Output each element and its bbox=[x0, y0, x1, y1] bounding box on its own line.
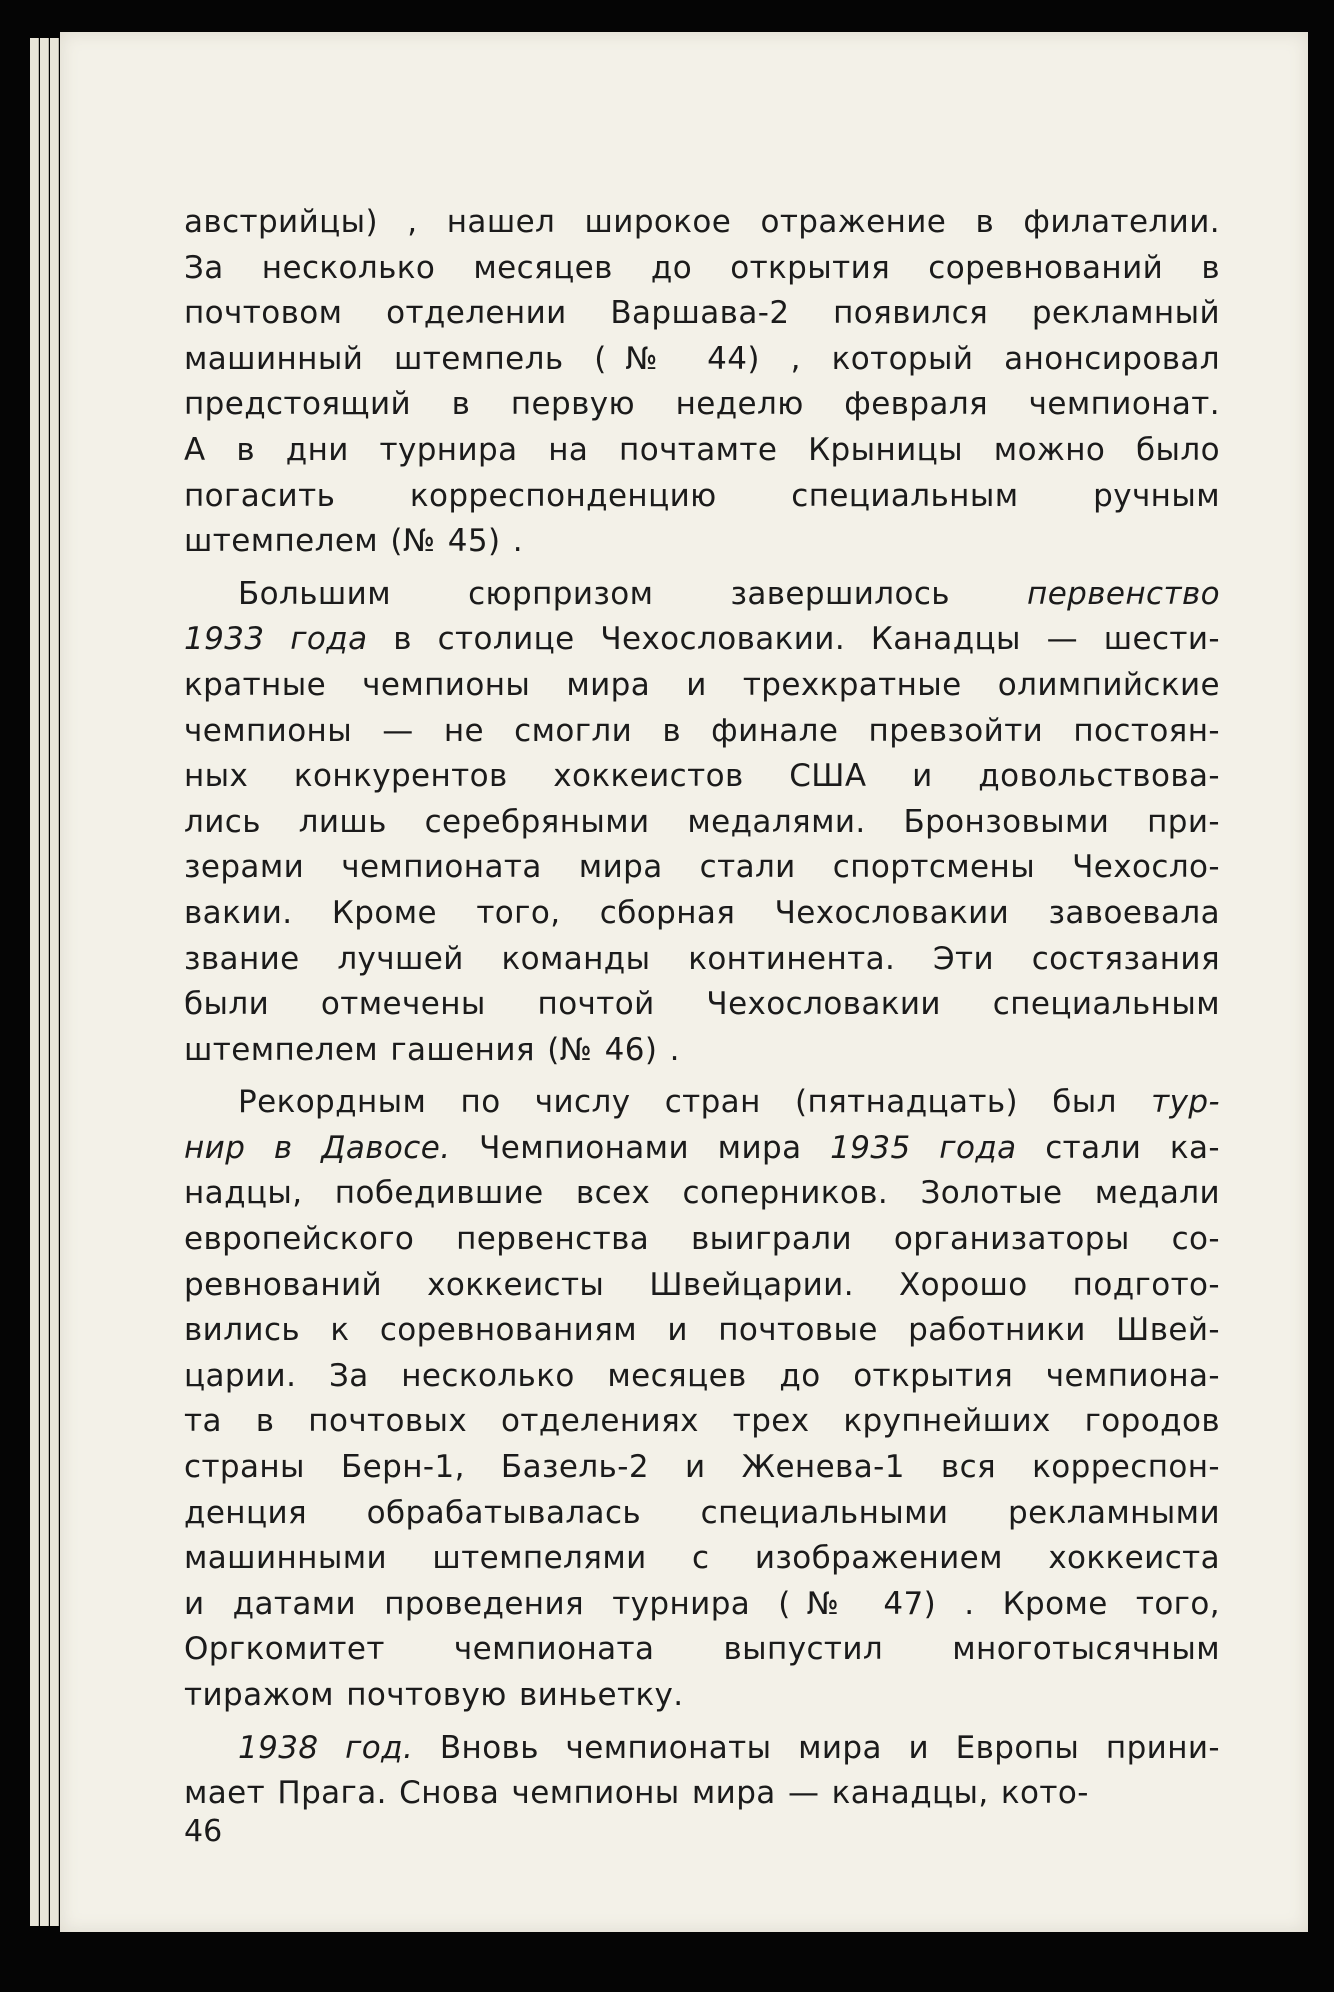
text-run: стали ка- bbox=[1016, 1129, 1220, 1166]
text-line: ных конкурентов хоккеистов США и довольствова- bbox=[184, 758, 1220, 795]
paragraph bbox=[184, 1726, 1220, 1817]
text-line: А в дни турнира на почтамте Крыницы можно было bbox=[184, 431, 1220, 468]
page-edge bbox=[50, 38, 59, 1926]
text-line: ревнований хоккеисты Швейцарии. Хорошо подгото- bbox=[184, 1266, 1220, 1303]
text-line bbox=[184, 572, 1220, 618]
text-run: Большим сюрпризом завершилось bbox=[238, 575, 1028, 612]
italic-phrase: 1933 года bbox=[184, 621, 368, 658]
text-line: звание лучшей команды континента. Эти состязания bbox=[184, 940, 1220, 977]
italic-phrase: 1938 год. bbox=[238, 1729, 414, 1766]
page-number: 46 bbox=[184, 1814, 223, 1849]
italic-phrase: 1935 года bbox=[830, 1129, 1017, 1166]
text-line: мает Прага. Снова чемпионы мира — канадцы, кото- bbox=[184, 1775, 1089, 1812]
text-line: надцы, победившие всех соперников. Золотые медали bbox=[184, 1175, 1220, 1212]
paragraph bbox=[184, 1080, 1220, 1718]
text-line: чемпионы — не смогли в финале превзойти постоян- bbox=[184, 712, 1220, 749]
text-line: предстоящий в первую неделю февраля чемпионат. bbox=[184, 386, 1220, 423]
text-line: и датами проведения турнира (№ 47) . Кроме того, bbox=[184, 1585, 1220, 1622]
text-line: За несколько месяцев до открытия соревнований в bbox=[184, 249, 1220, 286]
text-line: кратные чемпионы мира и трехкратные олимпийские bbox=[184, 666, 1220, 703]
paragraph bbox=[184, 200, 1220, 565]
text-line bbox=[184, 1726, 1220, 1772]
body-text bbox=[184, 200, 1220, 1824]
text-line bbox=[184, 617, 1220, 663]
text-line bbox=[184, 1126, 1220, 1172]
italic-phrase: тур- bbox=[1151, 1084, 1220, 1121]
text-line: машинными штемпелями с изображением хоккеиста bbox=[184, 1540, 1220, 1577]
text-line: европейского первенства выиграли организаторы со- bbox=[184, 1221, 1220, 1258]
text-line: погасить корреспонденцию специальным ручным bbox=[184, 477, 1220, 514]
text-line: были отмечены почтой Чехословакии специальным bbox=[184, 986, 1220, 1023]
text-line: машинный штемпель (№ 44) , который анонсировал bbox=[184, 340, 1220, 377]
text-line: денция обрабатывалась специальными рекламными bbox=[184, 1494, 1220, 1531]
text-line bbox=[184, 1080, 1220, 1126]
page-edge bbox=[40, 38, 49, 1926]
text-line: вились к соревнованиям и почтовые работники Швей- bbox=[184, 1312, 1220, 1349]
paragraph bbox=[184, 572, 1220, 1074]
text-line: страны Берн-1, Базель-2 и Женева-1 вся корреспон- bbox=[184, 1449, 1220, 1486]
text-line: Оргкомитет чемпионата выпустил многотысячным bbox=[184, 1631, 1220, 1668]
page-edge bbox=[30, 38, 39, 1926]
text-run: Вновь чемпионаты мира и Европы прини- bbox=[413, 1729, 1220, 1766]
text-line: царии. За несколько месяцев до открытия чемпиона- bbox=[184, 1357, 1220, 1394]
text-line: австрийцы) , нашел широкое отражение в филателии. bbox=[184, 204, 1220, 240]
italic-phrase: первенство bbox=[1027, 575, 1220, 612]
text-line: штемпелем (№ 45) . bbox=[184, 523, 523, 560]
italic-phrase: нир в Давосе. bbox=[184, 1129, 451, 1166]
text-line: вакии. Кроме того, сборная Чехословакии завоевала bbox=[184, 894, 1220, 931]
text-line: почтовом отделении Варшава-2 появился рекламный bbox=[184, 295, 1220, 332]
text-line: лись лишь серебряными медалями. Бронзовыми при- bbox=[184, 803, 1220, 840]
text-line: тиражом почтовую виньетку. bbox=[184, 1677, 684, 1713]
text-run: в столице Чехословакии. Канадцы — шести- bbox=[367, 621, 1221, 658]
text-run: Чемпионами мира bbox=[450, 1129, 831, 1166]
text-line: штемпелем гашения (№ 46) . bbox=[184, 1031, 680, 1068]
text-line: та в почтовых отделениях трех крупнейших городов bbox=[184, 1403, 1220, 1440]
text-run: Рекордным по числу стран (пятнадцать) был bbox=[238, 1084, 1152, 1121]
text-line: зерами чемпионата мира стали спортсмены Чехосло- bbox=[184, 849, 1220, 886]
